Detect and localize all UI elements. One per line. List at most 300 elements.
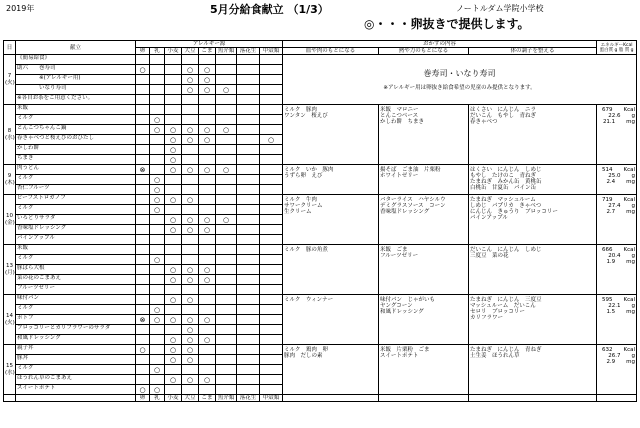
- allergen-soy: 大豆: [182, 48, 199, 55]
- dish-name: とんこつちゃんこ鍋: [16, 125, 136, 135]
- circle-mark: ○: [169, 265, 177, 274]
- allergen-mark: [199, 365, 216, 375]
- circle-mark: ○: [169, 295, 177, 304]
- allergen-mark: [216, 65, 237, 75]
- allergen-mark: [165, 165, 182, 175]
- allergen-mark: [199, 165, 216, 175]
- allergen-mark: [237, 315, 260, 325]
- circle-mark: ○: [186, 225, 194, 234]
- allergen-mark: [260, 255, 283, 265]
- meat-line: ミルク 牛肉: [284, 197, 317, 203]
- meat-line: うずら卵 えび: [284, 173, 323, 179]
- circle-mark: ○: [203, 275, 211, 284]
- dish-name: ちまき: [16, 155, 136, 165]
- allergen-mark: [150, 205, 165, 215]
- heat-line: 米飯 片栗粉 ごま: [380, 347, 430, 353]
- dish-name: ミルク: [16, 115, 136, 125]
- allergen-mark: [237, 365, 260, 375]
- allergen-mark: [136, 275, 150, 285]
- allergen-mark: [136, 135, 150, 145]
- allergen-mark: [182, 345, 199, 355]
- allergen-egg-foot: 卵: [136, 395, 150, 402]
- egg-notice: ◎・・・卵抜きで提供します。: [364, 17, 530, 31]
- allergen-mark: [136, 235, 150, 245]
- meat-cell: [283, 295, 379, 345]
- allergen-mark: [216, 125, 237, 135]
- allergen-mark: [136, 355, 150, 365]
- allergen-mark: [199, 295, 216, 305]
- allergen-mark: [237, 215, 260, 225]
- allergen-mark: [136, 265, 150, 275]
- allergen-mark: [150, 195, 165, 205]
- allergen-mark: [182, 245, 199, 255]
- energy-cell: [597, 245, 637, 295]
- allergen-mark: [199, 305, 216, 315]
- allergen-mark: [182, 195, 199, 205]
- heat-line: 米飯 マロニー: [380, 107, 419, 113]
- allergen-mark: [182, 285, 199, 295]
- allergen-mark: [237, 225, 260, 235]
- table-row: [4, 345, 637, 355]
- circle-mark: ○: [153, 205, 161, 214]
- circle-mark: ○: [186, 355, 194, 364]
- allergen-mark: [150, 365, 165, 375]
- allergen-mark: [199, 215, 216, 225]
- table-row: [4, 165, 637, 175]
- allergen-mark: [260, 135, 283, 145]
- allergen-mark: [237, 345, 260, 355]
- allergen-mark: [165, 135, 182, 145]
- allergen-mark: [260, 75, 283, 85]
- allergen-mark: [260, 375, 283, 385]
- allergen-mark: [150, 115, 165, 125]
- allergen-mark: [136, 335, 150, 345]
- heat-cell: [379, 245, 469, 295]
- allergen-mark: [237, 145, 260, 155]
- allergen-mark: [260, 205, 283, 215]
- allergen-mark: [182, 325, 199, 335]
- meat-line: ミルク 豚の角煮: [284, 247, 328, 253]
- energy-cell: [597, 105, 637, 165]
- day-cell: [4, 345, 16, 395]
- allergen-mark: [260, 105, 283, 115]
- dish-name: ほうれん草のごまあえ: [16, 375, 136, 385]
- allergen-mark: [150, 65, 165, 75]
- body-line: たまねぎ マッシュルーム: [470, 197, 536, 203]
- allergen-mark: [199, 185, 216, 195]
- allergen-mark: [182, 315, 199, 325]
- allergen-mark: [199, 155, 216, 165]
- body-line: はくさい にんじん しめじ: [470, 167, 542, 173]
- allergen-mark: [150, 265, 165, 275]
- circle-mark: ○: [186, 325, 194, 334]
- circle-mark: ○: [203, 315, 211, 324]
- allergen-mark: [237, 55, 260, 65]
- dish-name: 米飯: [16, 245, 136, 255]
- circle-mark: ○: [203, 135, 211, 144]
- allergen-mark: [165, 285, 182, 295]
- allergen-mark: [260, 95, 283, 105]
- allergen-mark: [199, 65, 216, 75]
- allergen-mark: [216, 315, 237, 325]
- dish-name: 米飯: [16, 105, 136, 115]
- allergen-peanut-foot: 落花生: [237, 395, 260, 402]
- dish-name: 和風ドレッシング: [16, 335, 136, 345]
- heat-line: 香味塩ドレッシング: [380, 209, 430, 215]
- allergen-mark: [182, 145, 199, 155]
- allergen-mark: [150, 85, 165, 95]
- allergen-mark: [165, 155, 182, 165]
- cat-meat-header: 血や肉のもとになる: [283, 48, 379, 55]
- allergen-mark: [136, 115, 150, 125]
- allergen-mark: [182, 385, 199, 395]
- allergen-mark: [182, 235, 199, 245]
- body-line: 白桃缶 甘夏缶 パイン缶: [470, 185, 537, 191]
- energy-cell: [597, 345, 637, 395]
- body-line: たまねぎ にんじん 青ねぎ: [470, 347, 542, 353]
- allergen-mark: [136, 205, 150, 215]
- meat-line: サワークリーム: [284, 203, 323, 209]
- circle-mark: ○: [186, 275, 194, 284]
- allergen-mark: [136, 305, 150, 315]
- allergen-mark: [216, 175, 237, 185]
- allergen-mark: [260, 175, 283, 185]
- circle-mark: ⊗: [139, 315, 146, 324]
- allergen-mark: [165, 345, 182, 355]
- circle-mark: ○: [186, 125, 194, 134]
- energy-line: 22.6 g: [608, 113, 636, 119]
- circle-mark: ○: [153, 195, 161, 204]
- allergen-mark: [150, 225, 165, 235]
- dish-name: 春きゃべつと桜えびのおひたし: [16, 135, 136, 145]
- allergen-mark: [165, 365, 182, 375]
- circle-mark: ○: [203, 65, 211, 74]
- allergen-mark: [136, 375, 150, 385]
- circle-mark: ○: [186, 375, 194, 384]
- allergen-mark: [182, 85, 199, 95]
- allergen-mark: [182, 155, 199, 165]
- allergen-mark: [182, 165, 199, 175]
- allergen-mark: [136, 295, 150, 305]
- circle-mark: ○: [169, 345, 177, 354]
- allergen-wheat-foot: 小麦: [165, 395, 182, 402]
- allergen-mark: [150, 175, 165, 185]
- circle-mark: ○: [153, 175, 161, 184]
- allergen-mark: [136, 245, 150, 255]
- allergen-mark: [260, 365, 283, 375]
- allergen-mark: [260, 195, 283, 205]
- allergen-mark: [150, 285, 165, 295]
- allergen-mark: [136, 195, 150, 205]
- body-line: カリフラワー: [470, 315, 504, 321]
- allergen-mark: [136, 255, 150, 265]
- body-line: たまねぎ にんじん 三度豆: [470, 297, 542, 303]
- dish-name: パインアップル: [16, 235, 136, 245]
- circle-mark: ○: [186, 165, 194, 174]
- circle-mark: ○: [186, 345, 194, 354]
- heat-line: とんこつベース: [380, 113, 419, 119]
- circle-mark: ○: [169, 165, 177, 174]
- allergen-mark: [165, 55, 182, 65]
- allergen-mark: [165, 145, 182, 155]
- allergen-mark: [260, 145, 283, 155]
- allergen-mark: [199, 265, 216, 275]
- allergen-mark: [237, 175, 260, 185]
- allergen-mark: [150, 385, 165, 395]
- allergen-mark: [165, 85, 182, 95]
- body-line: もやし たけのこ 青ねぎ: [470, 173, 537, 179]
- allergen-mark: [150, 55, 165, 65]
- energy-cell: [597, 295, 637, 345]
- allergen-mark: [165, 125, 182, 135]
- allergen-mark: [165, 315, 182, 325]
- allergen-mark: [136, 315, 150, 325]
- circle-mark: ○: [186, 135, 194, 144]
- page-title: 5月分給食献立 （1/3）: [210, 3, 329, 16]
- body-line: にんじん きゅうり ブロッコリー: [470, 209, 558, 215]
- allergen-mark: [216, 375, 237, 385]
- circle-mark: ○: [139, 345, 146, 354]
- allergen-mark: [216, 205, 237, 215]
- allergen-mark: [216, 245, 237, 255]
- body-line: だいこん にんじん しめじ: [470, 247, 542, 253]
- table-row: [4, 55, 637, 65]
- circle-mark: ○: [186, 75, 194, 84]
- allergen-mark: [199, 145, 216, 155]
- body-cell: [469, 105, 597, 165]
- day-cell: [4, 165, 16, 195]
- allergen-mark: [216, 195, 237, 205]
- day-cell: [4, 55, 16, 105]
- allergen-mark: [136, 95, 150, 105]
- circle-mark: ○: [186, 295, 194, 304]
- allergen-mark: [237, 375, 260, 385]
- allergen-mark: [150, 155, 165, 165]
- allergen-mark: [237, 155, 260, 165]
- body-line: だいこん もやし 青ねぎ: [470, 113, 537, 119]
- allergen-mark: [150, 375, 165, 385]
- circle-mark: ○: [267, 135, 275, 144]
- heat-line: ヤングコーン: [380, 303, 413, 309]
- heat-line: かしわ餅 ちまき: [380, 119, 425, 125]
- circle-mark: ○: [169, 155, 177, 164]
- body-line: 春きゃべつ: [470, 119, 498, 125]
- circle-mark: ○: [153, 115, 161, 124]
- allergen-mark: [237, 115, 260, 125]
- allergen-mark: [260, 55, 283, 65]
- allergen-mark: [199, 235, 216, 245]
- dish-name: ミルク: [16, 305, 136, 315]
- meat-line: 豚肉 だしの素: [284, 353, 323, 359]
- allergen-mark: [260, 275, 283, 285]
- allergen-mark: [182, 95, 199, 105]
- allergen-mark: [199, 285, 216, 295]
- allergen-mark: [216, 365, 237, 375]
- energy-line: 1.5 mg: [606, 309, 636, 315]
- circle-mark: ○: [203, 125, 211, 134]
- allergen-mark: [136, 155, 150, 165]
- energy-line: 20.4 g: [608, 253, 636, 259]
- allergen-mark: [260, 155, 283, 165]
- heat-line: 米飯 ごま: [380, 247, 408, 253]
- allergen-milk-foot: 乳: [150, 395, 165, 402]
- allergen-mark: [199, 135, 216, 145]
- dish-name: ポトフ: [16, 315, 136, 325]
- table-row: [4, 245, 637, 255]
- circle-mark: ○: [203, 265, 211, 274]
- circle-mark: ○: [169, 355, 177, 364]
- allergen-mark: [216, 285, 237, 295]
- allergen-mark: [216, 85, 237, 95]
- allergen-mark: [150, 345, 165, 355]
- heat-line: 和風ドレッシング: [380, 309, 424, 315]
- body-line: たまねぎ みかん缶 黄桃缶: [470, 179, 542, 185]
- allergen-mark: [237, 135, 260, 145]
- circle-mark: ○: [153, 305, 161, 314]
- energy-line: 25.0 g: [608, 173, 636, 179]
- allergen-mark: [260, 265, 283, 275]
- heat-line: 味付パン じゃがいも: [380, 297, 436, 303]
- allergen-mark: [216, 325, 237, 335]
- meat-cell: [283, 195, 379, 245]
- allergen-mark: [136, 175, 150, 185]
- energy-line: 21.1 mg: [602, 119, 636, 125]
- allergen-mark: [260, 305, 283, 315]
- allergen-mark: [199, 125, 216, 135]
- allergen-mark: [150, 165, 165, 175]
- allergen-mark: [260, 355, 283, 365]
- dish-name: ミルク: [16, 175, 136, 185]
- day-header: 日: [4, 41, 16, 55]
- allergen-mark: [199, 255, 216, 265]
- allergen-mark: [260, 115, 283, 125]
- dish-name: いろどりサラダ: [16, 215, 136, 225]
- energy-line: 595 Kcal: [602, 297, 636, 303]
- allergen-mark: [237, 245, 260, 255]
- circle-mark: ○: [222, 125, 230, 134]
- allergen-mark: [150, 295, 165, 305]
- allergen-mark: [136, 65, 150, 75]
- circle-mark: ○: [169, 375, 177, 384]
- day-number: 8 (水): [5, 127, 15, 141]
- allergen-mark: [216, 335, 237, 345]
- allergen-header: アレルギー源: [136, 41, 283, 48]
- energy-line: 632 Kcal: [602, 347, 636, 353]
- allergen-mark: [216, 155, 237, 165]
- allergen-mark: [136, 365, 150, 375]
- allergen-mark: [260, 245, 283, 255]
- allergen-mark: [237, 265, 260, 275]
- allergen-mark: [182, 275, 199, 285]
- heat-line: デミグラスソース コーン: [380, 203, 446, 209]
- allergen-mark: [165, 375, 182, 385]
- allergen-mark: [237, 75, 260, 85]
- allergen-mark: [260, 185, 283, 195]
- dish-name: ブロッコリーとカリフラワーのサラダ: [16, 325, 136, 335]
- allergen-mark: [199, 95, 216, 105]
- heat-cell: [379, 195, 469, 245]
- circle-mark: ○: [203, 215, 211, 224]
- allergen-mark: [199, 375, 216, 385]
- allergen-mark: [216, 385, 237, 395]
- allergen-mark: [237, 235, 260, 245]
- circle-mark: ○: [203, 165, 211, 174]
- allergen-mark: [136, 345, 150, 355]
- allergen-mark: [216, 255, 237, 265]
- day-number: 13 (月): [5, 262, 15, 276]
- allergen-mark: [136, 385, 150, 395]
- circle-mark: ○: [169, 225, 177, 234]
- allergen-mark: [165, 65, 182, 75]
- day-number: 7 (火): [5, 72, 15, 86]
- heat-line: ホワイトゼリー: [380, 173, 419, 179]
- allergen-mark: [199, 195, 216, 205]
- allergen-mark: [182, 75, 199, 85]
- allergen-mark: [150, 185, 165, 195]
- allergen-mark: [216, 355, 237, 365]
- energy-cell: [597, 165, 637, 195]
- allergen-milk: 乳: [150, 48, 165, 55]
- heat-line: 揚そば ごま油 片栗粉: [380, 167, 441, 173]
- allergen-mark: [237, 105, 260, 115]
- content-header: おかずの内容: [283, 41, 597, 48]
- allergen-mark: [136, 225, 150, 235]
- energy-line: 666 Kcal: [602, 247, 636, 253]
- body-line: 三度豆 菜の花: [470, 253, 509, 259]
- allergen-mark: [199, 335, 216, 345]
- allergen-mark: [182, 255, 199, 265]
- allergen-crustacean-foot: 甲殻類: [260, 395, 283, 402]
- allergen-mark: [150, 105, 165, 115]
- heat-line: フルーツゼリー: [380, 253, 419, 259]
- allergen-mark: [216, 165, 237, 175]
- allergen-soy-foot: 大豆: [182, 395, 199, 402]
- allergen-mark: [199, 225, 216, 235]
- allergen-mark: [216, 185, 237, 195]
- dish-name: 豚ばら大根: [16, 265, 136, 275]
- allergen-mark: [260, 225, 283, 235]
- meat-line: ミルク 豚肉: [284, 107, 317, 113]
- circle-mark: ○: [169, 145, 177, 154]
- energy-cell: [597, 195, 637, 245]
- allergen-mark: [165, 265, 182, 275]
- dish-name: ※(アレルギー用): [16, 75, 136, 85]
- allergen-mark: [182, 215, 199, 225]
- notice-title: 巻寿司・いなり寿司: [423, 68, 496, 78]
- dish-name: 肉うどん: [16, 165, 136, 175]
- day-number: 10 (金): [5, 212, 15, 226]
- allergen-mark: [182, 295, 199, 305]
- allergen-mark: [165, 115, 182, 125]
- allergen-mark: [136, 55, 150, 65]
- allergen-egg: 卵: [136, 48, 150, 55]
- allergen-mark: [182, 305, 199, 315]
- allergen-mark: [182, 365, 199, 375]
- allergen-mark: [182, 135, 199, 145]
- body-cell: [469, 345, 597, 395]
- allergen-mark: [136, 105, 150, 115]
- allergen-mark: [237, 195, 260, 205]
- allergen-mark: [165, 295, 182, 305]
- circle-mark: ○: [186, 85, 194, 94]
- allergen-mark: [182, 335, 199, 345]
- dish-name: フルーツゼリー: [16, 285, 136, 295]
- heat-cell: [379, 165, 469, 195]
- cat-heat-header: 熱や力のもとになる: [379, 48, 469, 55]
- allergen-mark: [216, 235, 237, 245]
- allergen-mark: [182, 355, 199, 365]
- dish-name: ※各自お茶をご用意ください。: [16, 95, 136, 105]
